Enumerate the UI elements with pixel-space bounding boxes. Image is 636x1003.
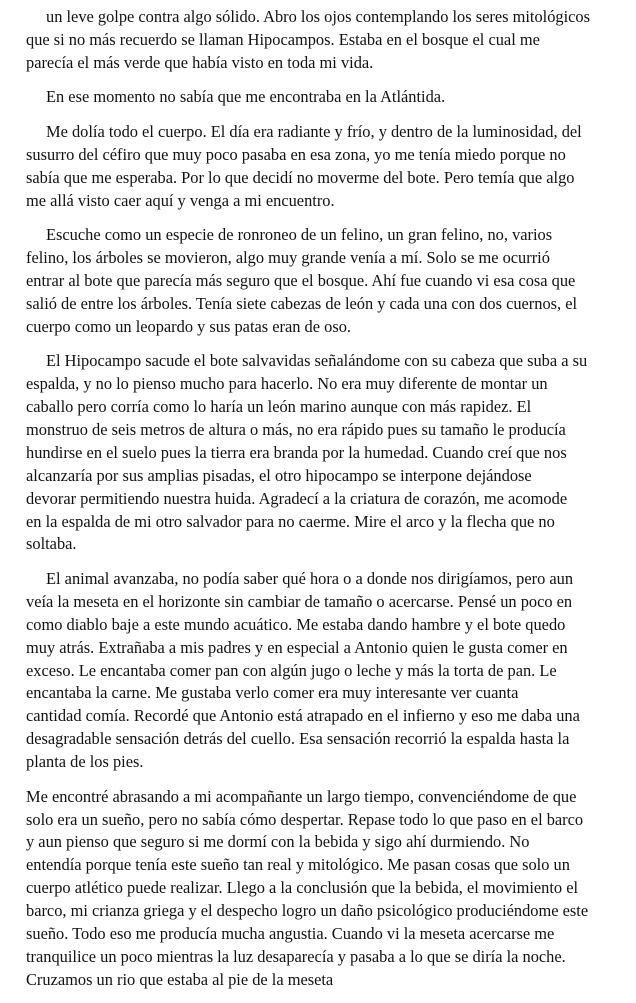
text-line: alcanzaría por sus amplias pisadas, el otro hipocampo se interpone dejándose <box>26 465 532 485</box>
text-line: tranquilice un poco mientras la luz desaparecía y pasaba a lo que se diría la noche. <box>26 947 566 966</box>
text-line: como diablo baje a este mundo acuático. Me estaba dando hambre y el bote quedo <box>26 614 566 634</box>
paragraph-7 <box>26 786 620 992</box>
text-line: y aun pienso que seguro si me dormí con la bebida y sigo ahí durmiendo. No <box>26 832 530 852</box>
text-line: El Hipocampo sacude el bote salvavidas señalándome con su cabeza que suba a su <box>46 351 588 371</box>
text-line: cuerpo atlético puede realizar. Llego a la conclusión que la bebida, el movimiento el <box>26 878 579 898</box>
text-line: hundirse en el suelo pues la tierra era branda por la humedad. Cuando creí que nos <box>26 442 567 462</box>
text-line: caballo pero corría como lo haría un león marino aunque con más rapidez. El <box>26 396 532 416</box>
text-line: entrar al bote que parecía más seguro que el bosque. Ahí fue cuando vi esa cosa que <box>26 270 576 290</box>
text-line: Me dolía todo el cuerpo. El día era radiante y frío, y dentro de la luminosidad, del <box>46 121 582 141</box>
paragraph-1 <box>26 6 620 75</box>
text-line: felino, los árboles se movieron, algo muy grande venía a mí. Solo se me ocurrió <box>26 247 550 267</box>
text-line: susurro del céfiro que muy poco pasaba en esa zona, yo me tenía miedo porque no <box>26 144 566 164</box>
text-line: un leve golpe contra algo sólido. Abro los ojos contemplando los seres mitológicos <box>46 7 590 26</box>
text-line: en la espalda de mi otro salvador para no caerme. Mire el arco y la flecha que no <box>26 511 555 531</box>
text-line: parecía el más verde que había visto en toda mi vida. <box>26 52 374 72</box>
paragraph-5 <box>26 350 620 556</box>
text-line: cantidad comía. Recordé que Antonio está atrapado en el infierno y eso me daba una <box>26 706 580 726</box>
text-line: cuerpo como un leopardo y sus patas eran de oso. <box>26 316 351 336</box>
text-line: planta de los pies. <box>26 752 144 772</box>
paragraph-4 <box>26 224 620 339</box>
text-line: encantaba la carne. Me gustaba verlo comer era muy interesante ver cuanta <box>26 683 519 703</box>
text-line: me allá visto caer aquí y venga a mi encuentro. <box>26 190 335 210</box>
text-line: solo era un sueño, pero no sabía cómo despertar. Repase todo lo que paso en el barco <box>26 809 584 829</box>
text-line: Me encontré abrasando a mi acompañante un largo tiempo, convenciéndome de que <box>26 786 577 806</box>
paragraph-2 <box>26 86 620 109</box>
text-line: En ese momento no sabía que me encontraba en la Atlántida. <box>46 87 446 107</box>
text-line: sabía que me esperaba. Por lo que decidí no moverme del bote. Pero temía que algo <box>26 167 575 187</box>
text-line: El animal avanzaba, no podía saber qué hora o a donde nos dirigíamos, pero aun <box>46 568 574 588</box>
text-line: monstruo de seis metros de altura o más, no era rápido pues su tamaño le producía <box>26 419 566 439</box>
text-line: muy atrás. Extrañaba a mis padres y en especial a Antonio quien le gusta comer en <box>26 637 568 657</box>
paragraph-6 <box>26 568 620 774</box>
text-line: Escuche como un especie de ronroneo de un felino, un gran felino, no, varios <box>46 225 553 245</box>
text-line: veía la meseta en el horizonte sin cambiar de tamaño o acercarse. Pensé un poco en <box>26 591 573 611</box>
text-line: desagradable sensación detrás del cuello. Esa sensación recorrió la espalda hasta la <box>26 729 570 749</box>
paragraph-3 <box>26 121 620 213</box>
text-line: entendía porque tenía este sueño tan real y mitológico. Me pasan cosas que solo un <box>26 855 570 875</box>
document-page <box>26 6 620 1003</box>
text-line: salió de entre los árboles. Tenía siete cabezas de león y cada una con dos cuernos, el <box>26 293 578 313</box>
text-line: que si no más recuerdo se llaman Hipocampos. Estaba en el bosque el cual me <box>26 29 540 49</box>
text-line: exceso. Le encantaba comer pan con algún jugo o leche y más la torta de pan. Le <box>26 660 557 680</box>
text-line: devorar permitiendo nuestra huida. Agradecí a la criatura de corazón, me acomode <box>26 488 568 508</box>
text-line: Cruzamos un rio que estaba al pie de la meseta <box>26 969 334 989</box>
text-line: sueño. Todo eso me producía mucha angustia. Cuando vi la meseta acercarse me <box>26 924 555 944</box>
text-line: soltaba. <box>26 534 77 554</box>
text-line: espalda, y no lo pienso mucho para hacerlo. No era muy diferente de montar un <box>26 374 548 394</box>
text-line: barco, mi crianza griega y el despecho logro un daño psicológico produciéndome este <box>26 901 589 921</box>
